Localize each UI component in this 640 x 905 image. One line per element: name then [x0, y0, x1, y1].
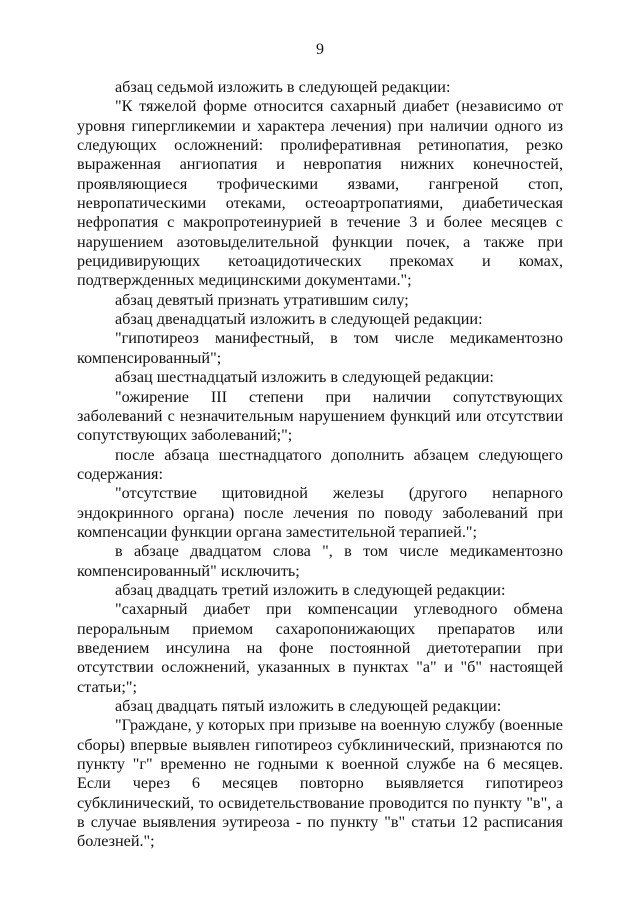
paragraph-5: "гипотиреоз манифестный, в том числе медикаментозно компенсированный";: [77, 329, 563, 367]
page-number: 9: [316, 41, 324, 58]
paragraph-2: "К тяжелой форме относится сахарный диабет (независимо от уровня гипергликемии и характера лечения) при наличии одного из следующих осложнений: пролиферативная ретинопатия, резко выраженная ангиопатия и невропатия нижних конечностей, проявляющиеся трофическими язвами, гангреной стоп, невропатическими отеками, остеоартропатиями, диабетическая нефропатия с макропротеинурией в течение 3 и более месяцев с нарушением азотовыделительной функции почек, а также при рецидивирующих кетоацидотических прекомах и комах, подтвержденных медицинскими документами.";: [77, 97, 563, 290]
paragraph-10: в абзаце двадцатом слова ", в том числе медикаментозно компенсированный" исключить;: [77, 542, 563, 580]
paragraph-9: "отсутствие щитовидной железы (другого непарного эндокринного органа) после лечения по поводу заболеваний при компенсации функции органа заместительной терапией.";: [77, 484, 563, 541]
paragraph-14: "Граждане, у которых при призыве на военную службу (военные сборы) впервые выявлен гипотиреоз субклинический, признаются по пункту "г" временно не годными к военной службе на 6 месяцев. Если через 6 месяцев повторно выявляется гипотиреоз субклинический, то освидетельствование проводится по пункту "в", а в случае выявления эутиреоза - по пункту "в" статьи 12 расписания болезней.";: [77, 716, 563, 851]
paragraph-8: после абзаца шестнадцатого дополнить абзацем следующего содержания:: [77, 445, 563, 483]
paragraph-6: абзац шестнадцатый изложить в следующей редакции:: [115, 368, 494, 387]
paragraph-3: абзац девятый признать утратившим силу;: [115, 290, 409, 309]
paragraph-4: абзац двенадцатый изложить в следующей редакции:: [115, 310, 483, 329]
paragraph-13: абзац двадцать пятый изложить в следующей редакции:: [115, 697, 502, 715]
paragraph-11: абзац двадцать третий изложить в следующей редакции:: [115, 580, 506, 599]
paragraph-7: "ожирение III степени при наличии сопутствующих заболеваний с незначительным нарушением функций или отсутствии сопутствующих заболеваний;";: [77, 387, 563, 445]
paragraph-1: абзац седьмой изложить в следующей редакции:: [115, 78, 451, 96]
paragraph-12: "сахарный диабет при компенсации углеводного обмена пероральным приемом сахаропонижающих препаратов или введением инсулина на фоне постоянной диетотерапии при отсутствии осложнений, указанных в пунктах "а" и "б" настоящей статьи;";: [77, 600, 563, 696]
document-body: [77, 78, 563, 852]
